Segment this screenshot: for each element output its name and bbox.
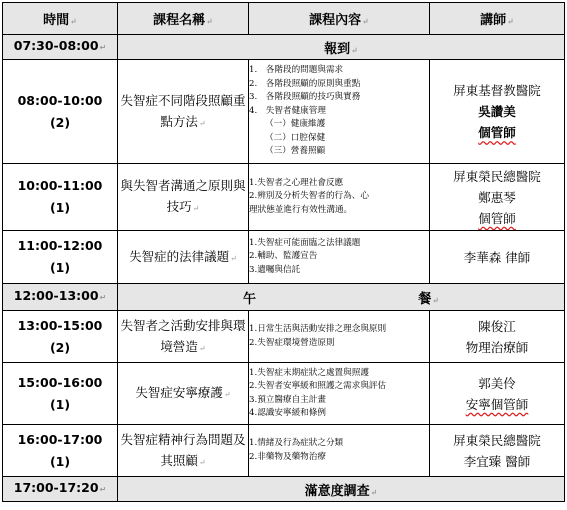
course-name-cell: 失智者之活動安排與環境營造↵	[118, 311, 249, 363]
course-name-cell: 失智症不同階段照顧重點方法↵	[118, 60, 249, 164]
time-cell: 12:00-13:00↵	[3, 284, 118, 311]
teacher-cell: 屏東基督教醫院 吳讚美 個管師	[430, 60, 565, 164]
time-cell: 15:00-16:00 (1)	[3, 363, 118, 425]
time-cell: 07:30-08:00↵	[3, 35, 118, 60]
course-name-cell: 與失智者溝通之原則與技巧↵	[118, 164, 249, 231]
course-name-cell: 失智症安寧療護↵	[118, 363, 249, 425]
teacher-cell: 郭美伶 安寧個管師	[430, 363, 565, 425]
teacher-cell: 李華森 律師	[430, 231, 565, 284]
time-cell: 16:00-17:00 (1)	[3, 425, 118, 477]
course-schedule-table	[2, 2, 565, 502]
course-content-cell: 1.日常生活與活動安排之理念與原則 2.失智症環境營造原則	[249, 311, 430, 363]
header-teacher: 講師↵	[430, 3, 565, 35]
time-cell: 10:00-11:00 (1)	[3, 164, 118, 231]
lunch-banner: 午 餐↵	[118, 284, 565, 311]
time-cell: 17:00-17:20↵	[3, 477, 118, 502]
check-in-banner: 報到↵	[118, 35, 565, 60]
time-cell: 11:00-12:00 (1)	[3, 231, 118, 284]
time-cell: 13:00-15:00 (2)	[3, 311, 118, 363]
teacher-cell: 屏東榮民總醫院 鄭惠琴 個管師	[430, 164, 565, 231]
table-row	[3, 284, 565, 311]
course-name-cell: 失智症的法律議題↵	[118, 231, 249, 284]
course-content-cell: 1.失智症末期症狀之處置與照護 2.失智者安寧緩和照護之需求與評估 3.預立醫療自主計畫 4.認識安寧緩和條例	[249, 363, 430, 425]
header-course: 課程名稱↵	[118, 3, 249, 35]
survey-banner: 滿意度調查↵	[118, 477, 565, 502]
time-cell: 08:00-10:00 (2)	[3, 60, 118, 164]
course-name-cell: 失智症精神行為問題及其照顧↵	[118, 425, 249, 477]
table-row	[3, 311, 565, 363]
course-content-cell: 1.失智症可能面臨之法律議題 2.輔助、監護宣告 3.遺囑與信託	[249, 231, 430, 284]
teacher-cell: 陳俊江 物理治療師	[430, 311, 565, 363]
table-row	[3, 425, 565, 477]
table-row	[3, 164, 565, 231]
header-row	[3, 3, 565, 35]
table-row	[3, 231, 565, 284]
table-row	[3, 35, 565, 60]
course-content-cell: 1. 各階段的問題與需求 2. 各階段照顧的原則與重點 3. 各階段照顧的技巧與實務 4. 失智者健康管理 （一）健康維護 （二）口腔保健 （三）營養照顧	[249, 60, 430, 164]
table-row	[3, 477, 565, 502]
header-content: 課程內容↵	[249, 3, 430, 35]
header-time: 時間↵	[3, 3, 118, 35]
table-row	[3, 363, 565, 425]
teacher-cell: 屏東榮民總醫院 李宜臻 醫師	[430, 425, 565, 477]
table-row	[3, 60, 565, 164]
course-content-cell: 1.失智者之心理社會反應 2.辨別及分析失智者的行為、心 理狀態並進行有效性溝通。	[249, 164, 430, 231]
course-content-cell: 1.情緒及行為症狀之分類 2.非藥物及藥物治療	[249, 425, 430, 477]
